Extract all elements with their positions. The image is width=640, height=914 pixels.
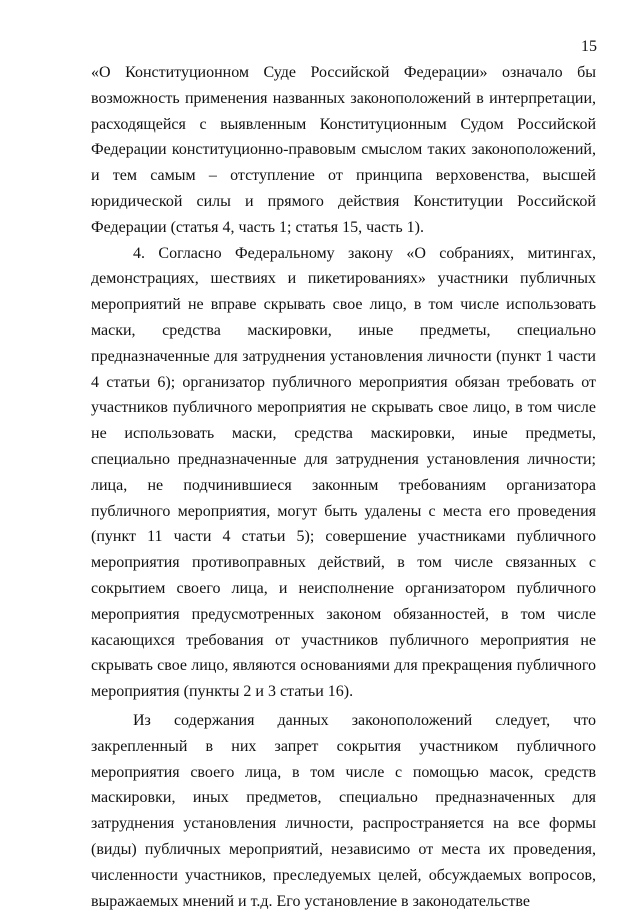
paragraph-item-4: 4. Согласно Федеральному закону «О собраниях, митингах, демонстрациях, шествиях и пикетированиях» участники публичных мероприятий не вправе скрывать свое лицо, в том числе использовать маски, средства маскировки, иные предметы, специально предназначенные для затруднения установления личности (пункт 1 части 4 статьи 6); организатор публичного мероприятия обязан требовать от участников публичного мероприятия не скрывать свое лицо, в том числе не использовать маски, средства маскировки, иные предметы, специально предназначенные для затруднения установления личности; лица, не подчинившиеся законным требованиям организатора публичного мероприятия, могут быть удалены с места его проведения (пункт 11 части 4 статьи 5); совершение участниками публичного мероприятия противоправных действий, в том числе связанных с сокрытием своего лица, и неисполнение организатором публичного мероприятия предусмотренных законом обязанностей, в том числе касающихся требования от участников публичного мероприятия не скрывать свое лицо, являются основаниями для прекращения публичного мероприятия (пункты 2 и 3 статьи 16). xyxy=(91,244,596,701)
page-number: 15 xyxy=(581,38,597,55)
paragraph-continuation: «О Конституционном Суде Российской Федерации» означало бы возможность применения названных законоположений в интерпретации, расходящейся с выявленным Конституционным Судом Российской Федерации конституционно-правовым смыслом таких законоположений, и тем самым – отступление от принципа верховенства, высшей юридической силы и прямого действия Конституции Российской Федерации (статья 4, часть 1; статья 15, часть 1). xyxy=(91,64,596,236)
body-text xyxy=(91,60,596,914)
paragraph-conclusion: Из содержания данных законоположений следует, что закрепленный в них запрет сокрытия участником публичного мероприятия своего лица, в том числе с помощью масок, средств маскировки, иных предметов, специально предназначенных для затруднения установления личности, распространяется на все формы (виды) публичных мероприятий, независимо от места их проведения, численности участников, преследуемых целей, обсуждаемых вопросов, выражаемых мнений и т.д. Его установление в законодательстве xyxy=(91,711,596,910)
